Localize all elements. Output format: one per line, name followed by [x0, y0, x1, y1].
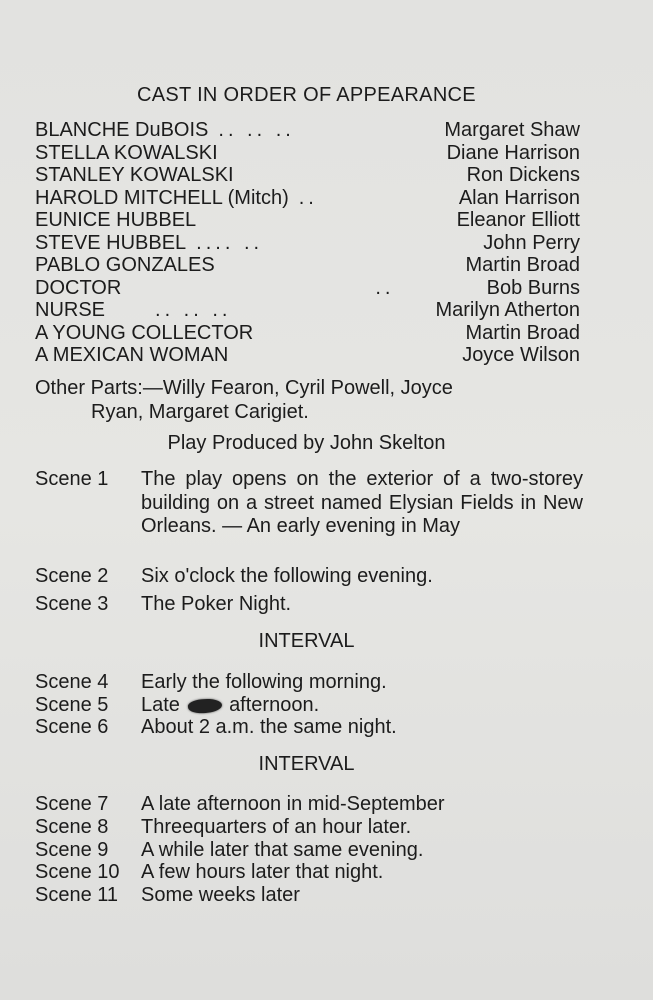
cast-actor: Alan Harrison	[458, 186, 580, 209]
interval-label: INTERVAL	[258, 753, 355, 775]
cast-row	[35, 299, 580, 322]
cast-role: A YOUNG COLLECTOR	[35, 321, 254, 344]
scene-description: Early the following morning.	[141, 671, 387, 693]
interval-label: INTERVAL	[258, 630, 355, 652]
producer-credit: Play Produced by John Skelton	[167, 432, 446, 454]
cast-actor: Bob Burns	[486, 276, 580, 299]
cast-role: STEVE HUBBEL	[35, 231, 187, 254]
cast-role: A MEXICAN WOMAN	[35, 344, 229, 366]
cast-row	[35, 254, 580, 277]
cast-actor: Ron Dickens	[466, 164, 580, 186]
cast-actor: Joyce Wilson	[462, 344, 580, 366]
scene-entry	[35, 816, 583, 840]
ink-smudge-icon	[187, 697, 222, 714]
cast-list	[35, 119, 580, 367]
cast-row	[35, 142, 580, 165]
leader-dots: .... ..	[196, 231, 264, 254]
cast-role: STANLEY KOWALSKI	[35, 164, 234, 186]
scene-description: Some weeks later	[141, 884, 300, 906]
scene-number: Scene 4	[35, 671, 109, 693]
cast-row	[35, 277, 580, 300]
scene-number: Scene 2	[35, 565, 109, 587]
scene-entry	[35, 839, 583, 863]
scene-entry	[35, 716, 583, 740]
cast-role: PABLO GONZALES	[35, 254, 215, 276]
cast-row	[35, 164, 580, 187]
scene-number: Scene 11	[35, 884, 119, 906]
cast-row	[35, 119, 580, 142]
scene-description: A late afternoon in mid-September	[141, 793, 445, 815]
scene-description-part: Late	[141, 694, 180, 716]
cast-actor: Eleanor Elliott	[456, 209, 580, 231]
scene-description: The Poker Night.	[141, 593, 292, 615]
scene-entry	[35, 468, 583, 539]
scene-entry	[35, 884, 583, 908]
cast-row	[35, 187, 580, 210]
cast-row	[35, 322, 580, 345]
cast-actor: Martin Broad	[465, 321, 580, 344]
cast-actor: John Perry	[483, 231, 580, 254]
scene-number: Scene 9	[35, 839, 109, 861]
leader-dots: .. .. ..	[218, 119, 295, 141]
scene-number: Scene 7	[35, 793, 109, 815]
cast-role: BLANCHE DuBOIS	[35, 119, 209, 141]
leader-dots: ..	[375, 276, 395, 299]
cast-actor: Margaret Shaw	[444, 119, 580, 141]
cast-role: EUNICE HUBBEL	[35, 209, 197, 231]
scene-description-part: afternoon.	[229, 694, 320, 716]
scene-number: Scene 8	[35, 816, 109, 838]
other-parts-line-1: Other Parts:—Willy Fearon, Cyril Powell, Joyce	[35, 377, 453, 399]
scene-description: A few hours later that night.	[141, 861, 384, 883]
cast-role: NURSE	[35, 299, 106, 321]
leader-dots: ..	[298, 186, 318, 209]
cast-actor: Diane Harrison	[446, 141, 580, 164]
scene-entry	[35, 565, 583, 589]
scene-description: Threequarters of an hour later.	[141, 816, 412, 838]
scene-entry	[35, 694, 583, 718]
scene-number: Scene 5	[35, 694, 109, 716]
scene-description: About 2 a.m. the same night.	[141, 716, 397, 738]
cast-row	[35, 344, 580, 367]
scene-description: Six o'clock the following evening.	[141, 565, 433, 587]
cast-role: HAROLD MITCHELL (Mitch)	[35, 186, 289, 209]
leader-dots: .. .. ..	[155, 299, 232, 321]
scene-entry	[35, 593, 583, 617]
cast-row	[35, 232, 580, 255]
cast-role: DOCTOR	[35, 276, 122, 299]
scene-entry	[35, 861, 583, 885]
other-parts	[35, 376, 581, 424]
scene-description: A while later that same evening.	[141, 839, 424, 861]
scene-entry	[35, 671, 583, 695]
cast-actor: Marilyn Atherton	[435, 299, 580, 321]
other-parts-line-2: Ryan, Margaret Carigiet.	[91, 401, 309, 423]
scene-number: Scene 1	[35, 468, 109, 490]
scene-number: Scene 10	[35, 861, 120, 883]
cast-heading: CAST IN ORDER OF APPEARANCE	[137, 84, 476, 106]
scene-number: Scene 6	[35, 716, 109, 738]
scene-entry	[35, 793, 583, 817]
scene-description	[141, 694, 583, 718]
scene-description: The play opens on the exterior of a two-storey building on a street named Elysian Fields in New Orleans. — An early evening in May	[141, 468, 583, 537]
cast-role: STELLA KOWALSKI	[35, 141, 218, 164]
scene-number: Scene 3	[35, 593, 109, 615]
cast-row	[35, 209, 580, 232]
cast-actor: Martin Broad	[465, 254, 580, 276]
